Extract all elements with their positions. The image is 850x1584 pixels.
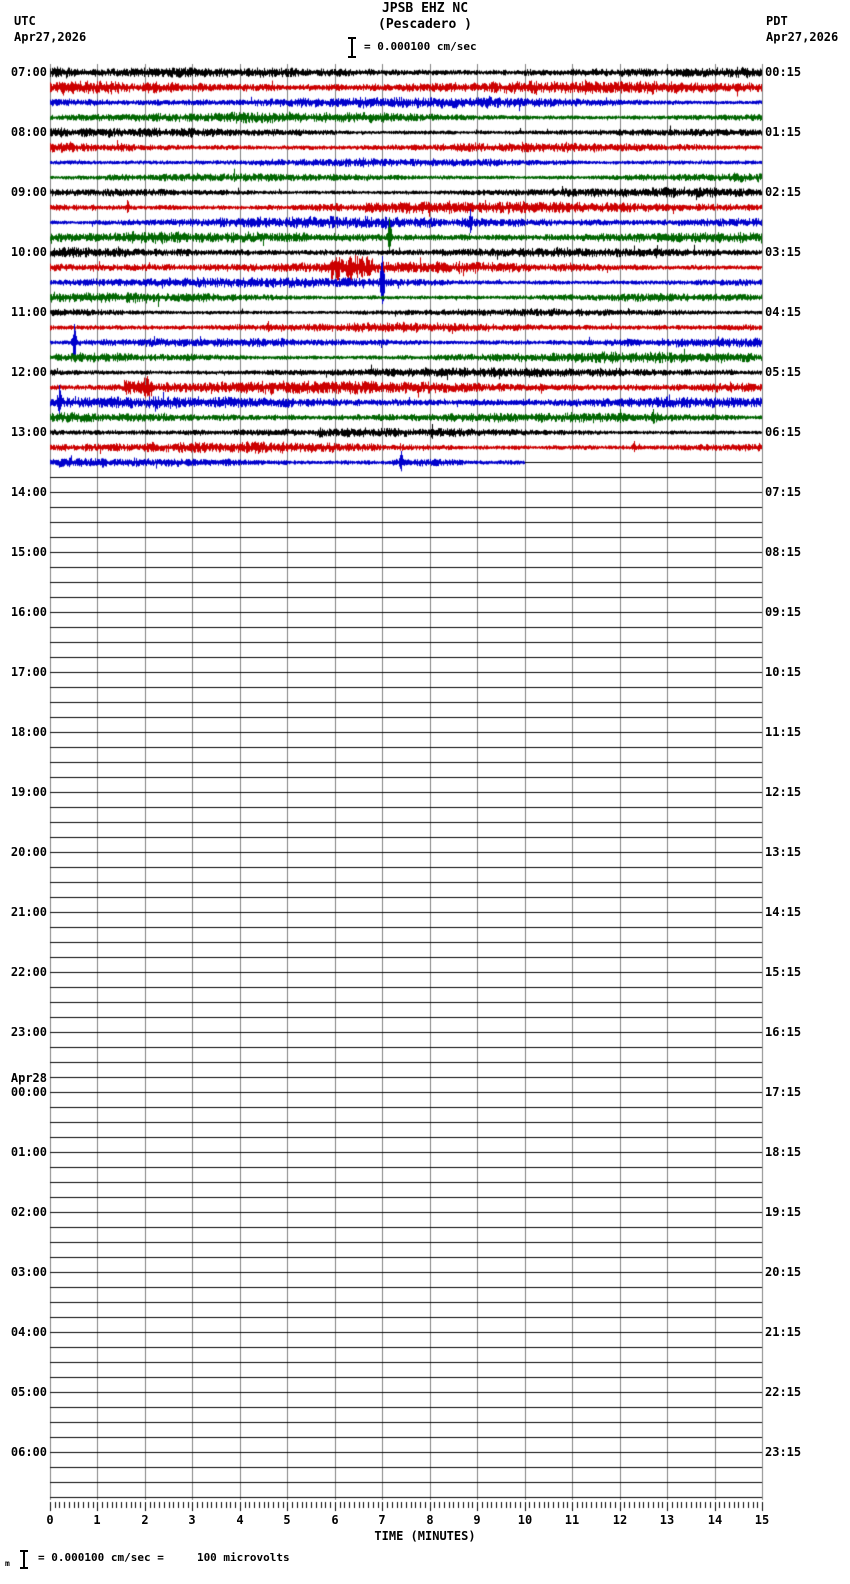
utc-hour-label: 23:00 (10, 1025, 47, 1039)
x-tick-label: 9 (473, 1513, 481, 1527)
pdt-hour-label: 17:15 (765, 1085, 802, 1099)
station-subtitle: (Pescadero ) (378, 17, 472, 32)
pdt-hour-label: 14:15 (765, 905, 802, 919)
utc-hour-label: 20:00 (10, 845, 47, 859)
utc-hour-label: 17:00 (10, 665, 47, 679)
pdt-hour-label: 03:15 (765, 245, 802, 259)
utc-hour-label: 04:00 (10, 1325, 47, 1339)
utc-date-label: Apr27,2026 (14, 30, 87, 44)
pdt-hour-label: 01:15 (765, 125, 802, 139)
footer-scale-bar-icon (20, 1550, 28, 1569)
utc-hour-label: 10:00 (10, 245, 47, 259)
pdt-hour-label: 06:15 (765, 425, 802, 439)
utc-hour-label: 22:00 (10, 965, 47, 979)
utc-hour-label: 11:00 (10, 305, 47, 319)
pdt-hour-label: 08:15 (765, 545, 802, 559)
x-tick-label: 12 (612, 1513, 628, 1527)
pdt-hour-label: 13:15 (765, 845, 802, 859)
utc-hour-label: 05:00 (10, 1385, 47, 1399)
utc-hour-label: 15:00 (10, 545, 47, 559)
pdt-hour-label: 11:15 (765, 725, 802, 739)
utc-hour-label: 21:00 (10, 905, 47, 919)
pdt-hour-label: 20:15 (765, 1265, 802, 1279)
pdt-hour-label: 19:15 (765, 1205, 802, 1219)
pdt-hour-label: 04:15 (765, 305, 802, 319)
x-tick-label: 1 (93, 1513, 101, 1527)
utc-hour-label: 12:00 (10, 365, 47, 379)
footer-scale-text: = 0.000100 cm/sec = 100 microvolts (38, 1551, 290, 1564)
x-tick-label: 3 (188, 1513, 196, 1527)
utc-hour-label: 14:00 (10, 485, 47, 499)
pdt-hour-label: 12:15 (765, 785, 802, 799)
utc-hour-label: 19:00 (10, 785, 47, 799)
pdt-hour-label: 16:15 (765, 1025, 802, 1039)
x-tick-label: 8 (426, 1513, 434, 1527)
utc-hour-label: 16:00 (10, 605, 47, 619)
utc-hour-label: 13:00 (10, 425, 47, 439)
utc-hour-label: 00:00 (10, 1085, 47, 1099)
x-tick-label: 7 (378, 1513, 386, 1527)
utc-hour-label: 01:00 (10, 1145, 47, 1159)
pdt-hour-label: 15:15 (765, 965, 802, 979)
x-tick-label: 2 (141, 1513, 149, 1527)
utc-hour-label: Apr28 (10, 1071, 47, 1085)
pdt-hour-label: 07:15 (765, 485, 802, 499)
pdt-hour-label: 21:15 (765, 1325, 802, 1339)
x-tick-label: 15 (754, 1513, 770, 1527)
footer-scale-bar-line (23, 1552, 25, 1567)
utc-hour-label: 02:00 (10, 1205, 47, 1219)
scale-label: = 0.000100 cm/sec (364, 40, 477, 53)
pdt-hour-label: 05:15 (765, 365, 802, 379)
pdt-hour-label: 22:15 (765, 1385, 802, 1399)
utc-hour-label: 08:00 (10, 125, 47, 139)
footer-prefix-glyph: m (5, 1559, 10, 1568)
pdt-hour-label: 09:15 (765, 605, 802, 619)
x-tick-label: 5 (283, 1513, 291, 1527)
x-tick-label: 13 (659, 1513, 675, 1527)
x-tick-label: 4 (236, 1513, 244, 1527)
x-tick-label: 0 (46, 1513, 54, 1527)
utc-hour-label: 18:00 (10, 725, 47, 739)
utc-hour-label: 03:00 (10, 1265, 47, 1279)
utc-hour-label: 06:00 (10, 1445, 47, 1459)
pdt-hour-label: 02:15 (765, 185, 802, 199)
scale-bar-line (351, 39, 353, 56)
utc-hour-label: 09:00 (10, 185, 47, 199)
x-tick-label: 10 (517, 1513, 533, 1527)
pdt-hour-label: 23:15 (765, 1445, 802, 1459)
x-tick-label: 11 (564, 1513, 580, 1527)
station-title: JPSB EHZ NC (381, 1, 469, 16)
utc-timezone-label: UTC (14, 14, 36, 28)
pdt-timezone-label: PDT (766, 14, 788, 28)
x-tick-label: 6 (331, 1513, 339, 1527)
utc-hour-label: 07:00 (10, 65, 47, 79)
pdt-hour-label: 18:15 (765, 1145, 802, 1159)
pdt-hour-label: 10:15 (765, 665, 802, 679)
x-axis-title: TIME (MINUTES) (374, 1529, 476, 1543)
pdt-hour-label: 00:15 (765, 65, 802, 79)
x-tick-label: 14 (707, 1513, 723, 1527)
pdt-date-label: Apr27,2026 (766, 30, 839, 44)
scale-bar-icon (348, 37, 356, 58)
